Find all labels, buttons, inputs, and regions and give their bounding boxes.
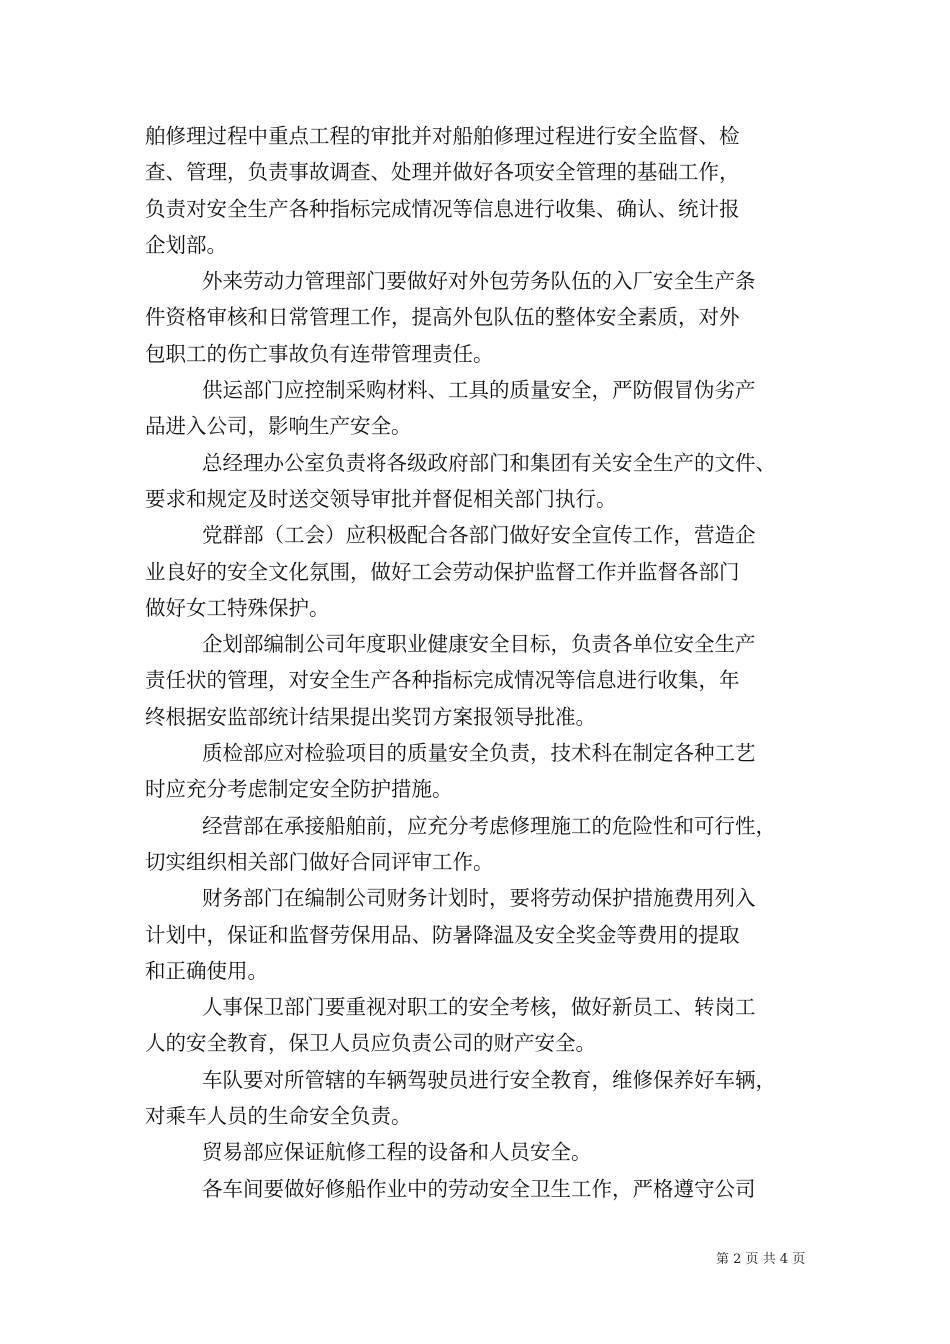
- paragraph: [145, 263, 810, 372]
- text-line: 党群部（工会）应积极配合各部门做好安全宣传工作，营造企: [202, 523, 756, 548]
- paragraph: [145, 1062, 810, 1135]
- text-line: 责任状的管理，对安全生产各种指标完成情况等信息进行收集，年: [145, 668, 740, 693]
- paragraph: [145, 880, 810, 989]
- paragraph: [145, 1171, 810, 1207]
- paragraph: [145, 445, 810, 518]
- text-line: 外来劳动力管理部门要做好对外包劳务队伍的入厂安全生产条: [202, 269, 756, 294]
- text-line: 企划部。: [145, 232, 227, 257]
- text-line: 包职工的伤亡事故负有连带管理责任。: [145, 341, 494, 366]
- text-line: 时应充分考虑制定安全防护措施。: [145, 777, 453, 802]
- text-line: 各车间要做好修船作业中的劳动安全卫生工作，严格遵守公司: [202, 1176, 756, 1201]
- text-line: 终根据安监部统计结果提出奖罚方案报领导批准。: [145, 704, 596, 729]
- paragraph: [145, 735, 810, 808]
- text-line: 做好女工特殊保护。: [145, 595, 330, 620]
- page-number-footer: 第 2 页 共 4 页: [716, 1252, 806, 1267]
- text-line: 财务部门在编制公司财务计划时，要将劳动保护措施费用列入: [202, 886, 756, 911]
- text-line: 业良好的安全文化氛围，做好工会劳动保护监督工作并监督各部门: [145, 559, 740, 584]
- text-line: 要求和规定及时送交领导审批并督促相关部门执行。: [145, 486, 617, 511]
- text-line: 对乘车人员的生命安全负责。: [145, 1104, 412, 1129]
- text-line: 经营部在承接船舶前，应充分考虑修理施工的危险性和可行性，: [202, 813, 776, 838]
- text-line: 车队要对所管辖的车辆驾驶员进行安全教育，维修保养好车辆，: [202, 1067, 776, 1092]
- paragraph: [145, 989, 810, 1062]
- text-line: 企划部编制公司年度职业健康安全目标，负责各单位安全生产: [202, 632, 756, 657]
- paragraph: [145, 808, 810, 881]
- document-body: [145, 118, 810, 1207]
- paragraph: [145, 626, 810, 735]
- text-line: 负责对安全生产各种指标完成情况等信息进行收集、确认、统计报: [145, 196, 740, 221]
- text-line: 切实组织相关部门做好合同评审工作。: [145, 849, 494, 874]
- text-line: 计划中，保证和监督劳保用品、防暑降温及安全奖金等费用的提取: [145, 922, 740, 947]
- text-line: 查、管理，负责事故调查、处理并做好各项安全管理的基础工作，: [145, 160, 740, 185]
- text-line: 总经理办公室负责将各级政府部门和集团有关安全生产的文件、: [202, 450, 776, 475]
- paragraph: [145, 118, 810, 263]
- paragraph: [145, 1134, 810, 1170]
- text-line: 和正确使用。: [145, 958, 268, 983]
- text-line: 件资格审核和日常管理工作，提高外包队伍的整体安全素质，对外: [145, 305, 740, 330]
- text-line: 人的安全教育，保卫人员应负责公司的财产安全。: [145, 1031, 596, 1056]
- text-line: 质检部应对检验项目的质量安全负责，技术科在制定各种工艺: [202, 741, 756, 766]
- paragraph: [145, 517, 810, 626]
- text-line: 供运部门应控制采购材料、工具的质量安全，严防假冒伪劣产: [202, 378, 756, 403]
- text-line: 贸易部应保证航修工程的设备和人员安全。: [202, 1140, 592, 1165]
- text-line: 品进入公司，影响生产安全。: [145, 414, 412, 439]
- text-line: 舶修理过程中重点工程的审批并对船舶修理过程进行安全监督、检: [145, 124, 740, 148]
- text-line: 人事保卫部门要重视对职工的安全考核，做好新员工、转岗工: [202, 995, 756, 1020]
- paragraph: [145, 372, 810, 445]
